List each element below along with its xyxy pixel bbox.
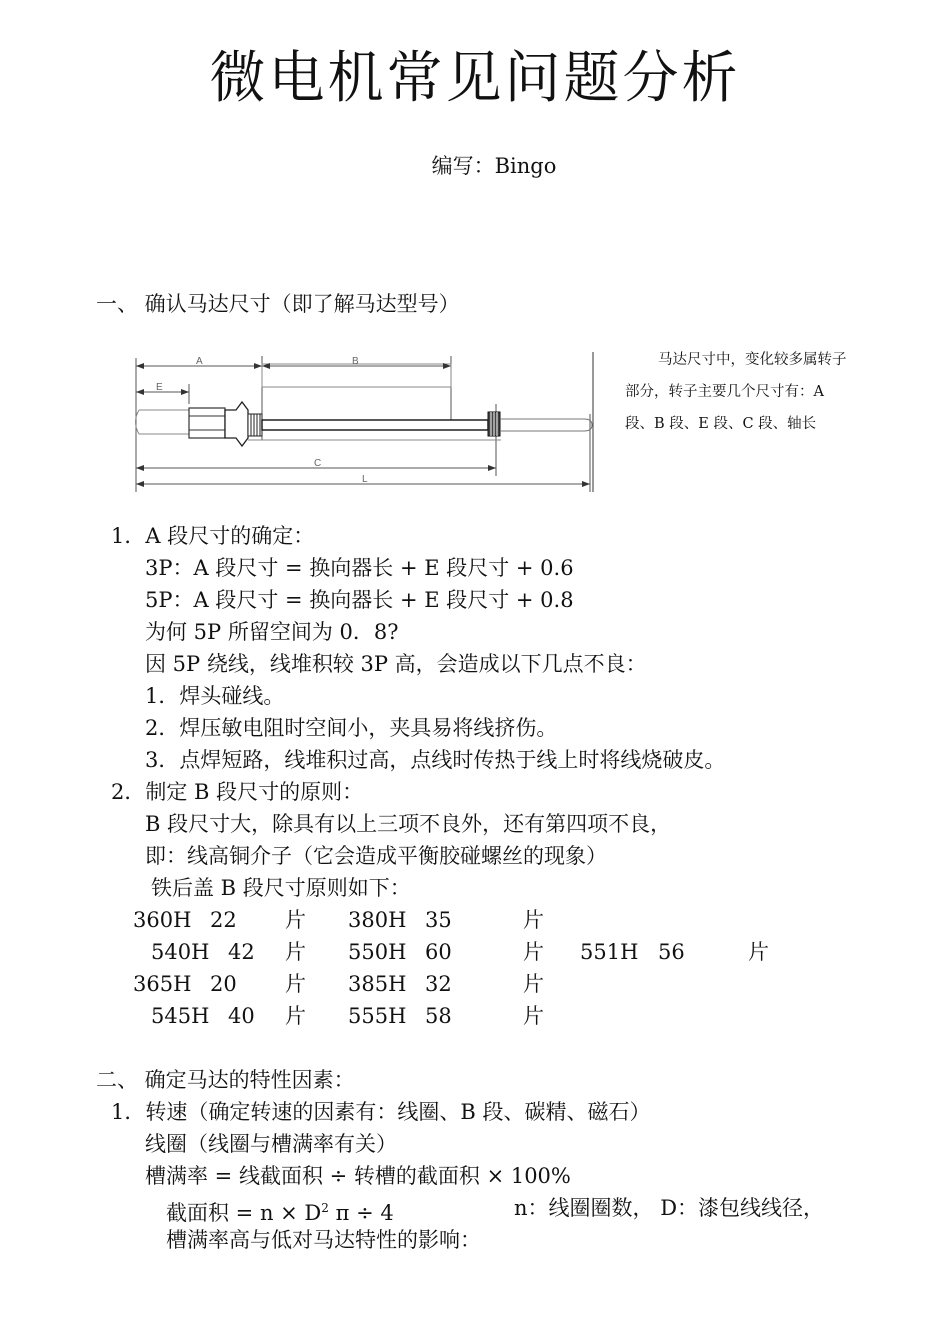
section-2-heading: 二、 确定马达的特性因素： [96, 1068, 355, 1092]
formula-5p: 5P：A 段尺寸 = 换向器长 + E 段尺寸 + 0.8 [145, 588, 574, 612]
slot-fill-formula: 槽满率 = 线截面积 ÷ 转槽的截面积 × 100% [145, 1164, 571, 1188]
table-value: 22 [210, 908, 237, 932]
table-model: 380H [348, 908, 407, 932]
table-model: 545H [151, 1004, 210, 1028]
table-unit: 片 [285, 940, 306, 964]
table-model: 555H [348, 1004, 407, 1028]
section-1-heading: 一、 确认马达尺寸（即了解马达型号） [96, 292, 460, 316]
superscript: 2 [321, 1201, 329, 1215]
formula-part: 截面积 = n × D [166, 1201, 322, 1225]
table-unit: 片 [285, 972, 306, 996]
defect-item: 2．焊压敏电阻时空间小，夹具易将线挤伤。 [145, 716, 558, 740]
table-unit: 片 [523, 908, 544, 932]
table-value: 32 [425, 972, 452, 996]
defect-item: 3．点焊短路，线堆积过高，点线时传热于线上时将线烧破皮。 [145, 748, 726, 772]
table-unit: 片 [523, 940, 544, 964]
formula-3p: 3P：A 段尺寸 = 换向器长 + E 段尺寸 + 0.6 [145, 556, 574, 580]
dimension-label-c: C [314, 458, 322, 469]
table-model: 551H [580, 940, 639, 964]
paragraph: B 段尺寸大，除具有以上三项不良外，还有第四项不良， [145, 812, 672, 836]
cross-section-formula [166, 1194, 394, 1227]
paragraph: 铁后盖 B 段尺寸原则如下： [151, 876, 411, 900]
table-unit: 片 [523, 1004, 544, 1028]
table-unit: 片 [285, 908, 306, 932]
rotor-dimension-diagram [126, 344, 606, 496]
table-model: 365H [133, 972, 192, 996]
question-line: 为何 5P 所留空间为 0．8? [145, 620, 399, 644]
item-heading: 1．转速（确定转速的因素有：线圈、B 段、碳精、磁石） [111, 1100, 651, 1124]
paragraph: 即：线高铜介子（它会造成平衡胶碰螺丝的现象） [145, 844, 607, 868]
author-line: 编写：Bingo [431, 154, 557, 178]
defect-item: 1．焊头碰线。 [145, 684, 285, 708]
item-1-heading: 1．A 段尺寸的确定： [111, 524, 315, 548]
item-2-heading: 2．制定 B 段尺寸的原则： [111, 780, 364, 804]
table-value: 35 [425, 908, 452, 932]
paragraph: 线圈（线圈与槽满率有关） [145, 1132, 397, 1156]
table-unit: 片 [748, 940, 769, 964]
table-model: 550H [348, 940, 407, 964]
table-model: 385H [348, 972, 407, 996]
dimension-label-l: L [362, 474, 368, 485]
table-value: 40 [228, 1004, 255, 1028]
dimension-label-a: A [196, 356, 203, 367]
table-unit: 片 [523, 972, 544, 996]
table-value: 56 [658, 940, 685, 964]
table-value: 42 [228, 940, 255, 964]
rotor-size-note: 马达尺寸中，变化较多属转子部分，转子主要几个尺寸有：A 段、B 段、E 段、C 段、轴长 [625, 352, 847, 432]
table-value: 58 [425, 1004, 452, 1028]
formula-legend: n：线圈圈数， D：漆包线线径， [514, 1196, 825, 1220]
formula-part: π ÷ 4 [335, 1201, 394, 1225]
table-value: 60 [425, 940, 452, 964]
dimension-label-e: E [156, 382, 163, 393]
table-model: 540H [151, 940, 210, 964]
table-model: 360H [133, 908, 192, 932]
reason-line: 因 5P 绕线，线堆积较 3P 高，会造成以下几点不良： [145, 652, 647, 676]
table-unit: 片 [285, 1004, 306, 1028]
dimension-label-b: B [352, 356, 359, 367]
table-value: 20 [210, 972, 237, 996]
paragraph: 槽满率高与低对马达特性的影响： [166, 1228, 481, 1252]
document-title: 微电机常见问题分析 [209, 46, 741, 111]
